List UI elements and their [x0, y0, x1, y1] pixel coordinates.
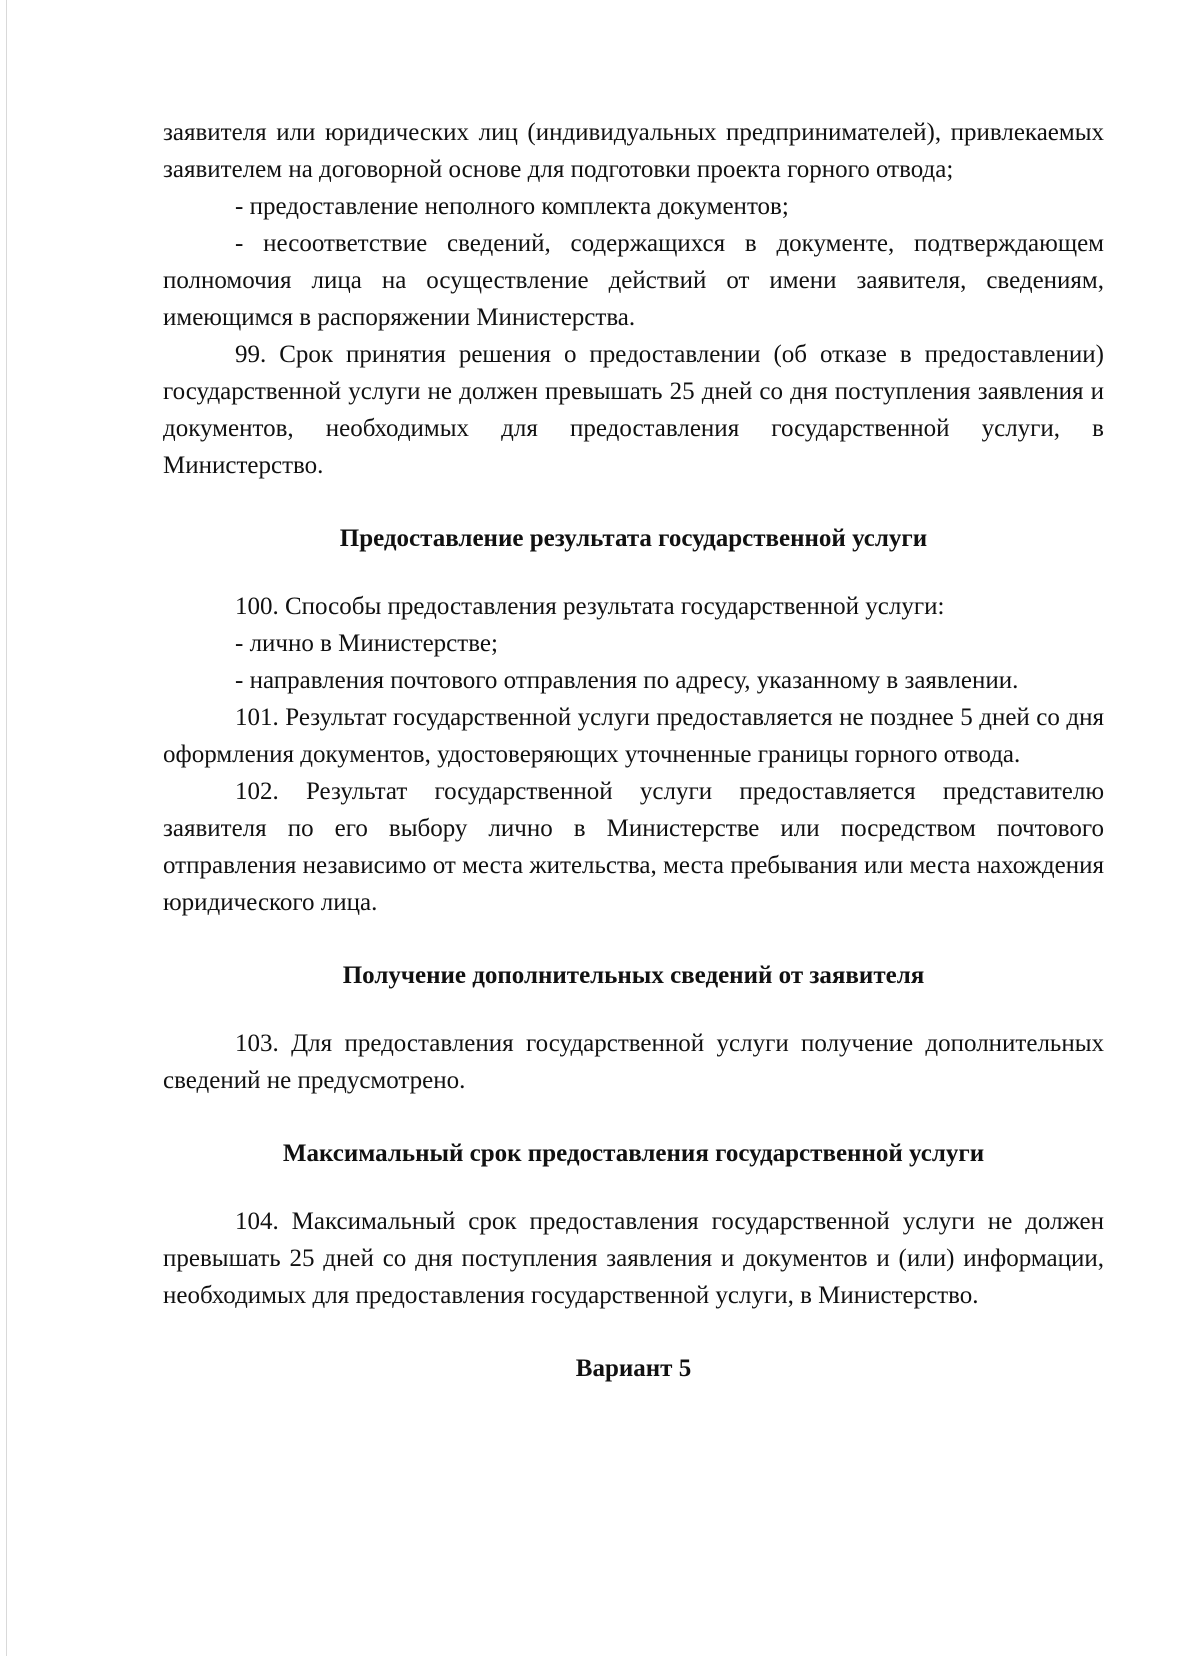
variant-heading: Вариант 5: [575, 1355, 692, 1382]
scan-edge-line: [6, 0, 7, 1656]
paragraph-by-mail: - направления почтового отправления по адресу, указанному в заявлении.: [235, 667, 1019, 694]
paragraph-in-person: - лично в Министерстве;: [235, 630, 498, 657]
paragraph-mismatch: - несоответствие сведений, содержащихся в документе, подтверждающем полномочия лица на осуществление действий от имени заявителя, сведениям, имеющимся в распоряжении Министерства.: [163, 230, 1104, 331]
paragraph-incomplete-docs: - предоставление неполного комплекта документов;: [235, 193, 789, 220]
section-heading-additional-info: Получение дополнительных сведений от заявителя: [342, 962, 925, 989]
document-body: [163, 114, 1104, 1387]
section-heading-result: Предоставление результата государственной услуги: [339, 525, 928, 552]
paragraph-103: 103. Для предоставления государственной услуги получение дополнительных сведений не предусмотрено.: [163, 1030, 1104, 1094]
paragraph-102: 102. Результат государственной услуги предоставляется представителю заявителя по его выбору лично в Министерстве или посредством почтового отправления независимо от места жительства, места пребывания или места нахождения юридического лица.: [163, 778, 1104, 916]
section-heading-max-term: Максимальный срок предоставления государственной услуги: [282, 1140, 985, 1167]
paragraph-101: 101. Результат государственной услуги предоставляется не позднее 5 дней со дня оформления документов, удостоверяющих уточненные границы горного отвода.: [163, 704, 1104, 768]
paragraph-continuation: заявителя или юридических лиц (индивидуальных предпринимателей), привлекаемых заявителем на договорной основе для подготовки проекта горного отвода;: [163, 119, 1104, 183]
paragraph-99: 99. Срок принятия решения о предоставлении (об отказе в предоставлении) государственной услуги не должен превышать 25 дней со дня поступления заявления и документов, необходимых для предоставления государственной услуги, в Министерство.: [163, 341, 1104, 479]
paragraph-100: 100. Способы предоставления результата государственной услуги:: [235, 593, 945, 620]
paragraph-104: 104. Максимальный срок предоставления государственной услуги не должен превышать 25 дней со дня поступления заявления и документов и (или) информации, необходимых для предоставления государственной услуги, в Министерство.: [163, 1208, 1104, 1309]
